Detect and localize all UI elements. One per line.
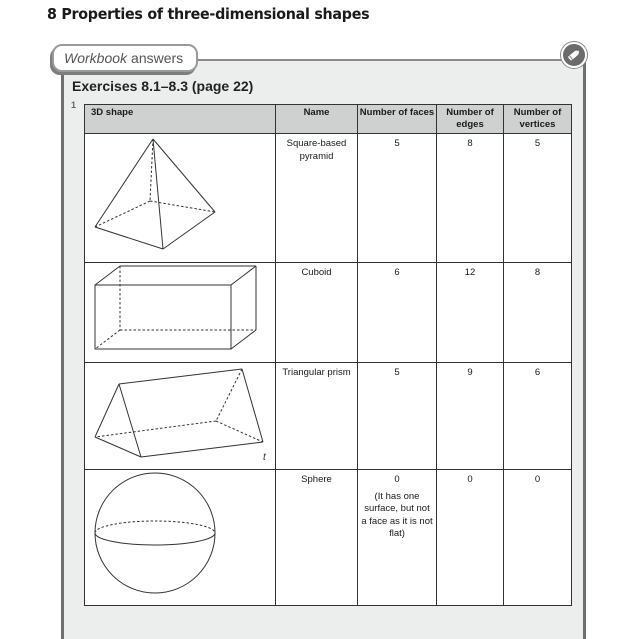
faces-note: (It has one surface, but not a face as it is not flat): [361, 490, 433, 539]
shape-cell: [85, 470, 276, 606]
prism-label: t: [263, 452, 266, 463]
vertices-value: 6: [504, 363, 572, 470]
triangular-prism-drawing: [85, 363, 275, 469]
shape-cell: [85, 263, 276, 363]
header-name: Name: [276, 105, 358, 134]
edges-value: 12: [437, 263, 504, 363]
edges-value: 8: [437, 134, 504, 263]
faces-value: 0: [394, 474, 400, 485]
shape-name: Square-based pyramid: [276, 134, 358, 263]
vertices-value: 8: [504, 263, 572, 363]
vertices-value: 0: [504, 470, 572, 606]
shape-cell: [85, 363, 276, 470]
shape-name: Sphere: [276, 470, 358, 606]
table-row: [85, 134, 572, 263]
chapter-title: 8 Properties of three-dimensional shapes: [47, 5, 370, 23]
header-vertices: Number of vertices: [504, 105, 572, 134]
cuboid-drawing: [85, 263, 275, 362]
tab-label-italic: Workbook: [64, 50, 128, 66]
shape-name: Cuboid: [276, 263, 358, 363]
faces-value: 5: [358, 363, 437, 470]
table-row: [85, 263, 572, 363]
faces-value: 5: [358, 134, 437, 263]
edges-value: 0: [437, 470, 504, 606]
header-edges: Number of edges: [437, 105, 504, 134]
shape-cell: [85, 134, 276, 263]
edges-value: 9: [437, 363, 504, 470]
question-number: 1: [71, 100, 77, 110]
table-header-row: [85, 105, 572, 134]
square-based-pyramid-drawing: [85, 134, 275, 262]
tab-label-rest: answers: [131, 50, 184, 66]
sphere-drawing: [85, 470, 275, 605]
table-row: [85, 470, 572, 606]
header-3d-shape: 3D shape: [85, 105, 276, 134]
answers-table: [84, 104, 572, 606]
faces-cell: [358, 470, 437, 606]
pencil-icon: [561, 42, 587, 68]
table-row: [85, 363, 572, 470]
vertices-value: 5: [504, 134, 572, 263]
faces-value: 6: [358, 263, 437, 363]
header-faces: Number of faces: [358, 105, 437, 134]
shape-name: Triangular prism: [276, 363, 358, 470]
exercise-title: Exercises 8.1–8.3 (page 22): [72, 78, 254, 94]
workbook-answers-tab: [52, 44, 198, 72]
